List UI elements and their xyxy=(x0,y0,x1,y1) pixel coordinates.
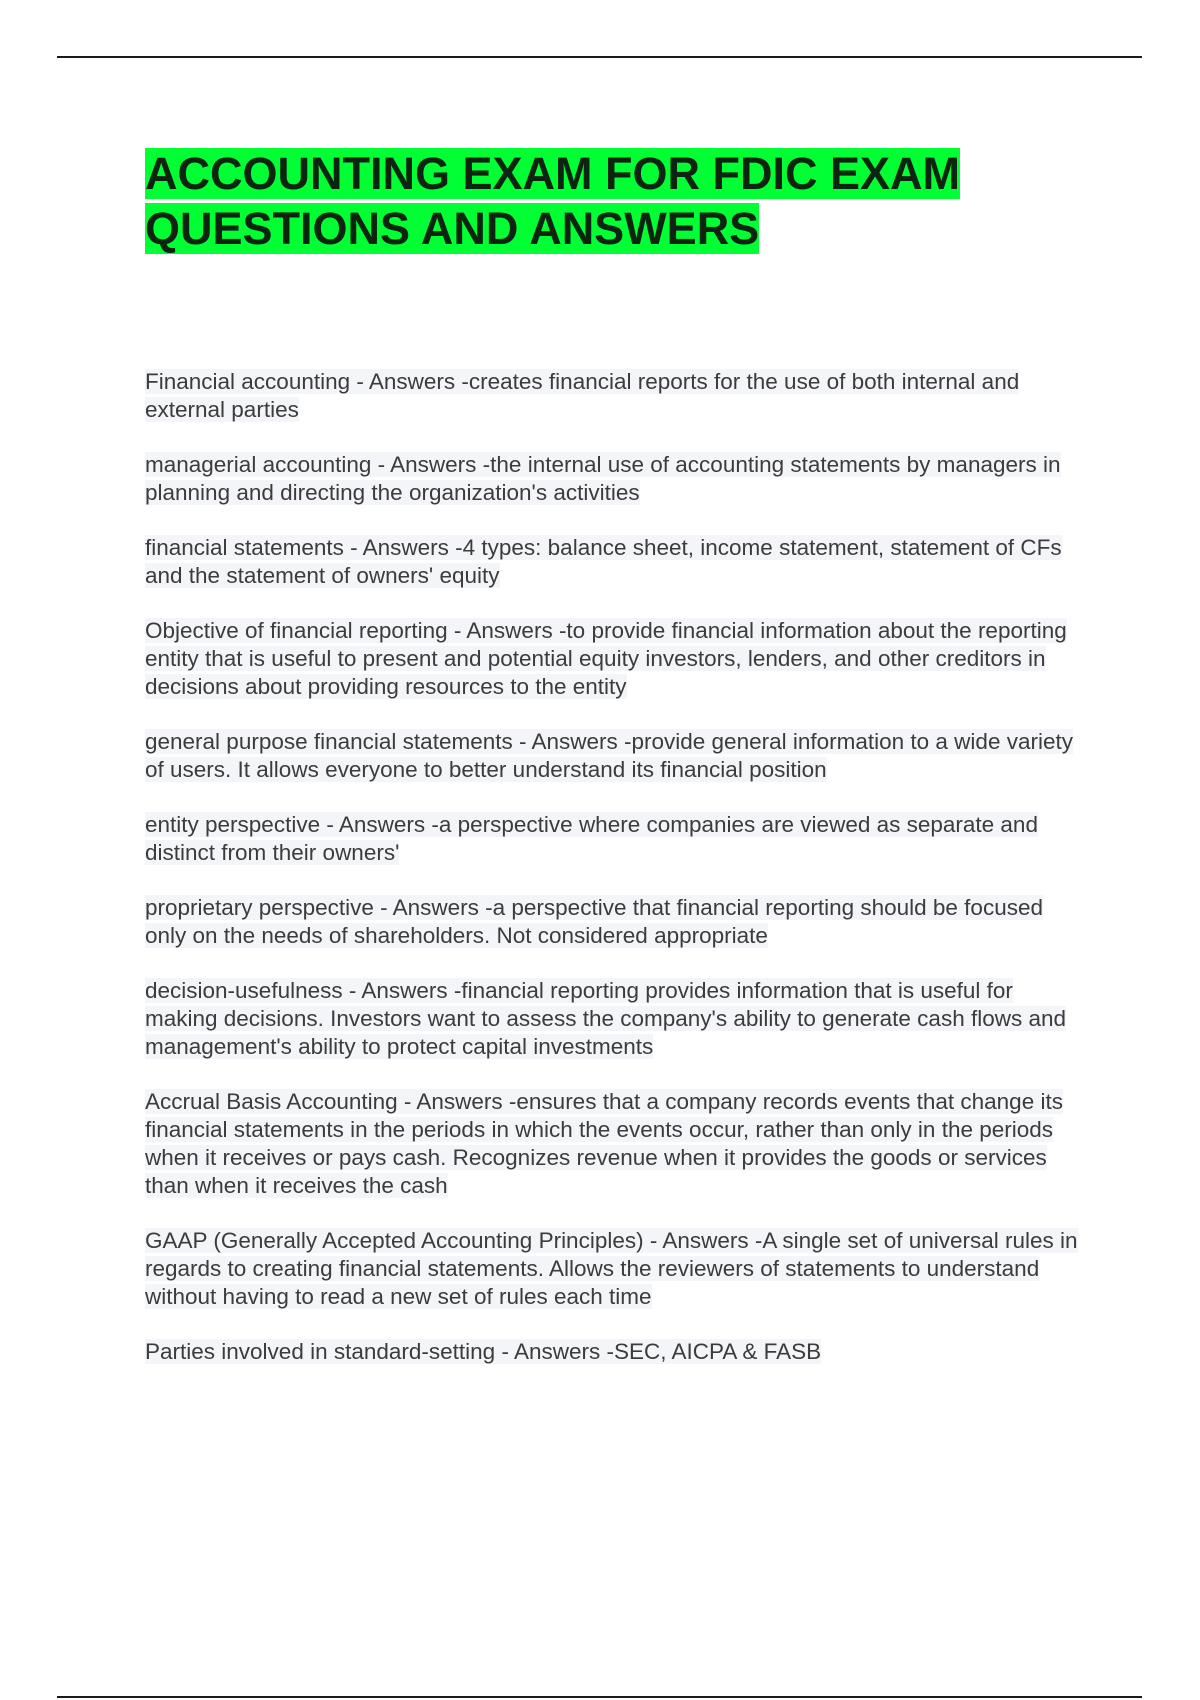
document-title xyxy=(145,146,1045,256)
qa-entry: financial statements - Answers -4 types: balance sheet, income statement, statement of CFs and the statement of owners' equity xyxy=(145,535,1062,588)
qa-entry: Parties involved in standard-setting - Answers -SEC, AICPA & FASB xyxy=(145,1339,822,1364)
bottom-rule xyxy=(57,1696,1142,1698)
top-rule xyxy=(57,56,1142,58)
qa-entry: Financial accounting - Answers -creates financial reports for the use of both internal and external parties xyxy=(145,369,1020,422)
qa-entry: Objective of financial reporting - Answers -to provide financial information about the reporting entity that is useful to present and potential equity investors, lenders, and other creditors in decisions about providing resources to the entity xyxy=(145,618,1067,699)
title-highlight: ACCOUNTING EXAM FOR FDIC EXAM QUESTIONS AND ANSWERS xyxy=(145,148,960,254)
qa-list xyxy=(145,368,1090,1393)
qa-entry: managerial accounting - Answers -the internal use of accounting statements by managers in planning and directing the organization's activities xyxy=(145,452,1061,505)
qa-entry: proprietary perspective - Answers -a perspective that financial reporting should be focused only on the needs of shareholders. Not considered appropriate xyxy=(145,895,1043,948)
qa-entry: entity perspective - Answers -a perspective where companies are viewed as separate and distinct from their owners' xyxy=(145,812,1038,865)
qa-entry: Accrual Basis Accounting - Answers -ensures that a company records events that change its financial statements in the periods in which the events occur, rather than only in the periods when it receives or pays cash. Recognizes revenue when it provides the goods or services than when it receives the cash xyxy=(145,1089,1063,1198)
qa-entry: GAAP (Generally Accepted Accounting Principles) - Answers -A single set of universal rules in regards to creating financial statements. Allows the reviewers of statements to understand without having to read a new set of rules each time xyxy=(145,1228,1078,1309)
qa-entry: general purpose financial statements - Answers -provide general information to a wide variety of users. It allows everyone to better understand its financial position xyxy=(145,729,1073,782)
qa-entry: decision-usefulness - Answers -financial reporting provides information that is useful for making decisions. Investors want to assess the company's ability to generate cash flows and management's ability to protect capital investments xyxy=(145,978,1067,1059)
